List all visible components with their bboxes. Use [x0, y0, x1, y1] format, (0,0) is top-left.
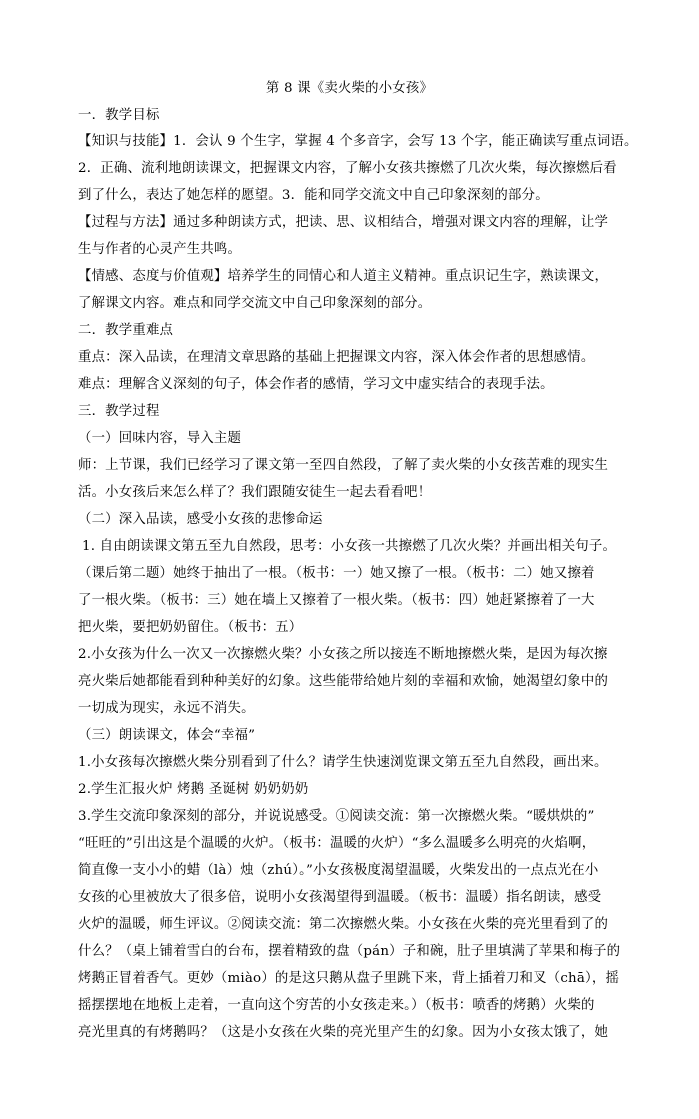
paragraph-line: 女孩的心里被放大了很多倍，说明小女孩渴望得到温暖。（板书：温暖）指名朗读，感受 [78, 890, 602, 905]
paragraph-line: 3.学生交流印象深刻的部分，并说说感受。①阅读交流：第一次擦燃火柴。“暖烘烘的” [78, 809, 595, 824]
paragraph-line: 一切成为现实，永远不消失。 [78, 701, 255, 716]
document-title: 第 8 课《卖火柴的小女孩》 [265, 81, 434, 96]
paragraph-line: 重点：深入品读，在理清文章思路的基础上把握课文内容，深入体会作者的思想感情。 [78, 350, 595, 365]
subsection-heading: （一）回味内容，导入主题 [78, 431, 242, 446]
paragraph-line: 活。小女孩后来怎么样了？我们跟随安徒生一起去看看吧！ [78, 485, 432, 500]
section-heading-process: 三．教学过程 [78, 404, 160, 419]
section-heading-goals: 一．教学目标 [78, 108, 160, 123]
paragraph-line: 难点：理解含义深刻的句子，体会作者的感情，学习文中虚实结合的表现手法。 [78, 377, 554, 392]
paragraph-line: 师：上节课，我们已经学习了课文第一至四自然段，了解了卖火柴的小女孩苦难的现实生 [78, 458, 609, 473]
paragraph-line: 亮火柴后她都能看到种种美好的幻象。这些能带给她片刻的幸福和欢愉，她渴望幻象中的 [78, 674, 609, 689]
paragraph-line: 【知识与技能】1．会认 9 个生字，掌握 4 个多音字，会写 13 个字，能正确读写重点词语。 [78, 134, 638, 149]
paragraph-line: 1.小女孩每次擦燃火柴分别看到了什么？请学生快速浏览课文第五至九自然段，画出来。 [78, 755, 608, 770]
subsection-heading: （二）深入品读，感受小女孩的悲惨命运 [78, 512, 323, 527]
paragraph-line: 摇摆摆地在地板上走着，一直向这个穷苦的小女孩走来。）（板书：喷香的烤鹅）火柴的 [78, 998, 595, 1013]
paragraph-line: 2.学生汇报火炉 烤鹅 圣诞树 奶奶奶奶 [78, 782, 309, 797]
paragraph-line: 简直像一支小小的蜡（là）烛（zhú）。”小女孩极度渴望温暖，火柴发出的一点点光在小 [78, 863, 599, 878]
paragraph-line: 什么？（桌上铺着雪白的台布，摆着精致的盘（pán）子和碗，肚子里填满了苹果和梅子的 [78, 944, 621, 959]
paragraph-line: 1. 自由朗读课文第五至九自然段，思考：小女孩一共擦燃了几次火柴？并画出相关句子。 [82, 539, 617, 554]
paragraph-line: “旺旺的”引出这是个温暖的火炉。（板书：温暖的火炉）“多么温暖多么明亮的火焰啊， [78, 836, 596, 851]
paragraph-line: 火炉的温暖，师生评议。②阅读交流：第二次擦燃火柴。小女孩在火柴的亮光里看到了的 [78, 917, 609, 932]
subsection-heading: （三）朗读课文，体会“幸福” [78, 728, 256, 743]
paragraph-line: 2.小女孩为什么一次又一次擦燃火柴？小女孩之所以接连不断地擦燃火柴，是因为每次擦 [78, 647, 608, 662]
paragraph-line: 烤鹅正冒着香气。更妙（miào）的是这只鹅从盘子里跳下来，背上插着刀和叉（chā），摇 [78, 971, 620, 986]
paragraph-line: 【情感、态度与价值观】培养学生的同情心和人道主义精神。重点识记生字，熟读课文， [78, 269, 609, 284]
paragraph-line: 【过程与方法】通过多种朗读方式，把读、思、议相结合，增强对课文内容的理解，让学 [78, 215, 609, 230]
paragraph-line: 亮光里真的有烤鹅吗？（这是小女孩在火柴的亮光里产生的幻象。因为小女孩太饿了，她 [78, 1025, 609, 1040]
paragraph-line: 2．正确、流利地朗读课文，把握课文内容，了解小女孩共擦燃了几次火柴，每次擦燃后看 [78, 161, 617, 176]
paragraph-line: 把火柴，要把奶奶留住。（板书：五） [78, 620, 303, 635]
paragraph-line: 生与作者的心灵产生共鸣。 [78, 242, 242, 257]
paragraph-line: 了一根火柴。（板书：三）她在墙上又擦着了一根火柴。（板书：四）她赶紧擦着了一大 [78, 593, 595, 608]
section-heading-key-points: 二．教学重难点 [78, 323, 174, 338]
paragraph-line: （课后第二题）她终于抽出了一根。（板书：一）她又擦了一根。（板书：二）她又擦着 [78, 566, 595, 581]
paragraph-line: 了解课文内容。难点和同学交流文中自己印象深刻的部分。 [78, 296, 432, 311]
paragraph-line: 到了什么，表达了她怎样的愿望。3．能和同学交流文中自己印象深刻的部分。 [78, 188, 549, 203]
